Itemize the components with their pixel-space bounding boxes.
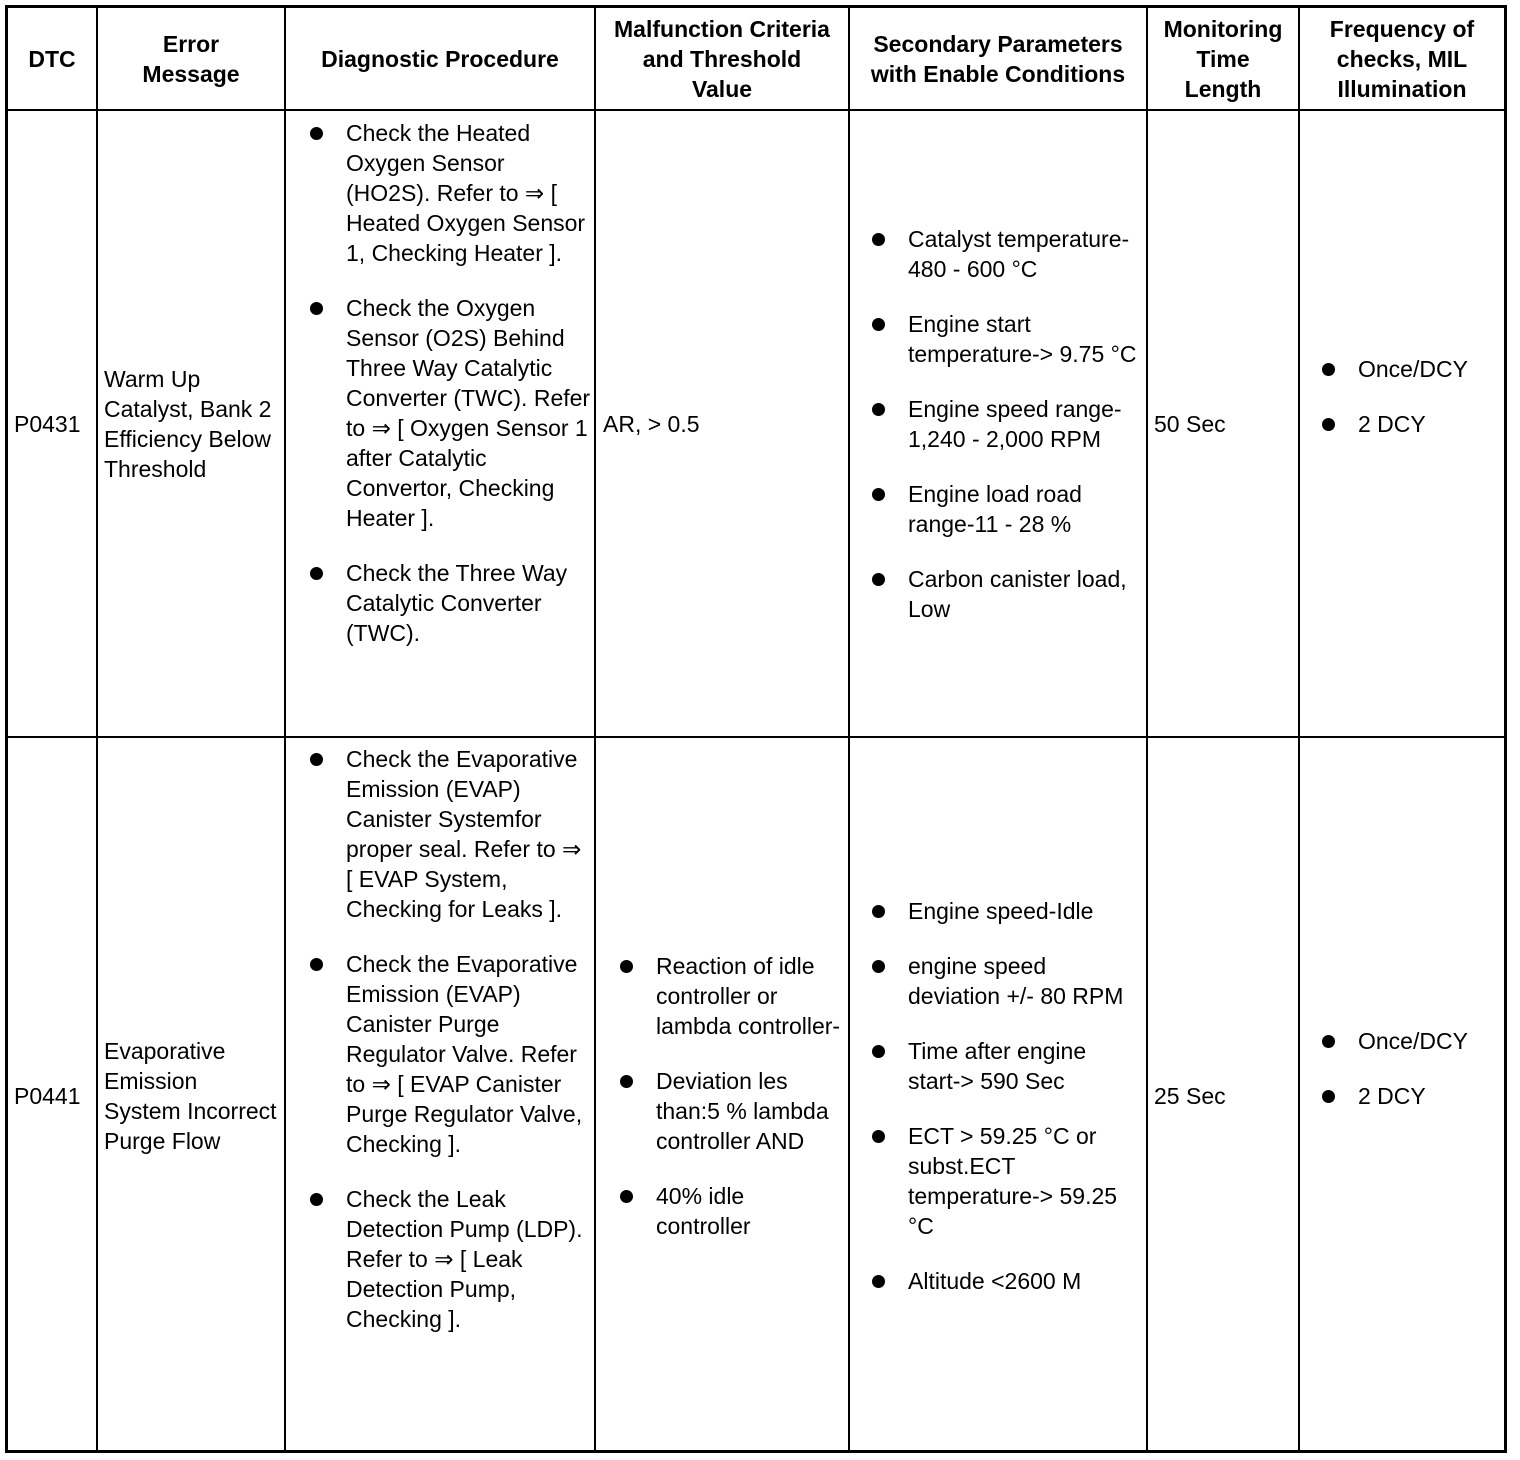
list-item: 2 DCY [1318,409,1502,439]
column-divider [1146,8,1148,1450]
header-frequency: Frequency of checks, MIL Illumination [1329,15,1475,102]
frequency-cell [1318,738,1502,1453]
header-dtc: DTC [28,45,76,72]
header-malfunction-criteria: Malfunction Criteria and Threshold Value [614,15,830,102]
list-item: Engine speed range-1,240 - 2,000 RPM [868,394,1142,454]
malfunction-criteria-cell [616,738,844,1453]
dtc-code: P0431 [14,410,81,437]
error-message: Warm Up Catalyst, Bank 2 Efficiency Below Threshold [104,365,272,482]
monitoring-time: 50 Sec [1154,410,1226,437]
list-item: Engine start temperature-> 9.75 °C [868,309,1142,369]
list-item: Catalyst temperature- 480 - 600 °C [868,224,1142,284]
list-item: Check the Heated Oxygen Sensor (HO2S). Refer to ⇒ [ Heated Oxygen Sensor 1, Checking Heater ]. [306,118,592,268]
list-item: 40% idle controller [616,1181,844,1241]
list-item: Engine load road range-11 - 28 % [868,479,1142,539]
frequency-cell [1318,111,1502,736]
column-divider [594,8,596,1450]
secondary-parameters-cell [868,738,1144,1453]
column-divider [96,8,98,1450]
diagnostic-procedure-cell [306,744,592,1334]
header-secondary-parameters: Secondary Parameters with Enable Conditions [870,30,1126,87]
list-item: Once/DCY [1318,1026,1502,1056]
list-item: Check the Leak Detection Pump (LDP). Refer to ⇒ [ Leak Detection Pump, Checking ]. [306,1184,592,1334]
monitoring-time: 25 Sec [1154,1082,1226,1109]
list-item: Reaction of idle controller or lambda controller- [616,951,844,1041]
malfunction-criteria: AR, > 0.5 [603,410,700,437]
list-item: Check the Oxygen Sensor (O2S) Behind Three Way Catalytic Converter (TWC). Refer to ⇒ [ Oxygen Sensor 1 after Catalytic Convertor, Checking Heater ]. [306,293,592,533]
list-item: ECT > 59.25 °C or subst.ECT temperature-> 59.25 °C [868,1121,1144,1241]
dtc-code: P0441 [14,1082,81,1109]
column-divider [848,8,850,1450]
list-item: Carbon canister load, Low [868,564,1142,624]
list-item: Deviation les than:5 % lambda controller AND [616,1066,844,1156]
header-error-message: Error Message [142,30,240,87]
list-item: Check the Three Way Catalytic Converter (TWC). [306,558,592,648]
list-item: Once/DCY [1318,354,1502,384]
list-item: Check the Evaporative Emission (EVAP) Canister Purge Regulator Valve. Refer to ⇒ [ EVAP Canister Purge Regulator Valve, Checking ]. [306,949,592,1159]
header-monitoring-time: Monitoring Time Length [1163,15,1283,102]
list-item: Time after engine start-> 590 Sec [868,1036,1144,1096]
column-divider [1298,8,1300,1450]
list-item: Engine speed-Idle [868,896,1144,926]
diagnostic-procedure-cell [306,118,592,648]
list-item: 2 DCY [1318,1081,1502,1111]
list-item: Altitude <2600 M [868,1266,1144,1296]
column-divider [284,8,286,1450]
header-diagnostic-procedure: Diagnostic Procedure [321,45,559,72]
diagnostic-table [5,5,1507,1453]
error-message: Evaporative Emission System Incorrect Purge Flow [104,1037,277,1154]
list-item: engine speed deviation +/- 80 RPM [868,951,1144,1011]
secondary-parameters-cell [868,111,1142,736]
list-item: Check the Evaporative Emission (EVAP) Canister Systemfor proper seal. Refer to ⇒ [ EVAP System, Checking for Leaks ]. [306,744,592,924]
